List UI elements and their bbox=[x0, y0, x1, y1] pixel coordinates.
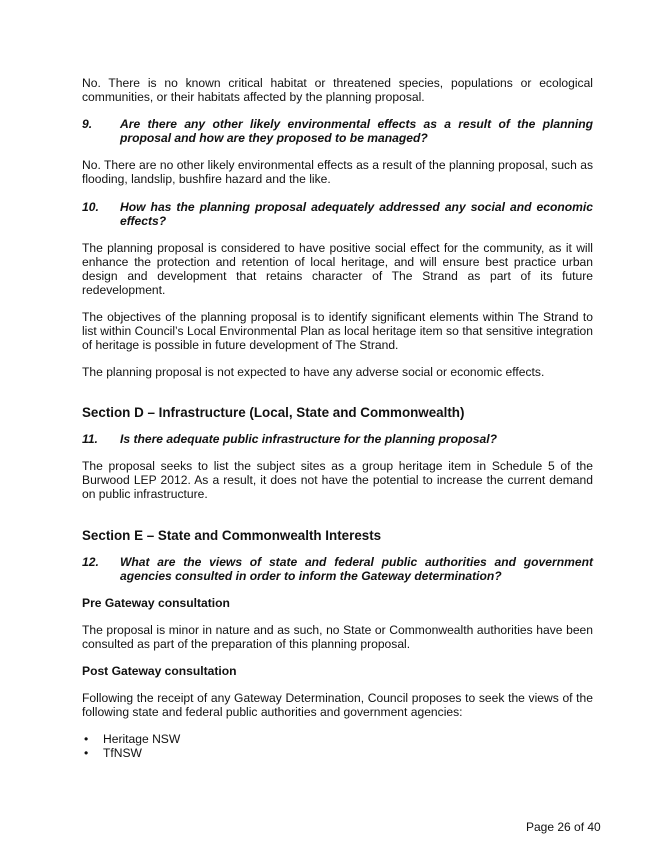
question-number: 12. bbox=[82, 555, 99, 569]
paragraph-post-gateway: Following the receipt of any Gateway Determination, Council proposes to seek the views of the following state and federal public authorities and government agencies: bbox=[82, 691, 593, 719]
question-text: What are the views of state and federal public authorities and government agencies consulted in order to inform the Gateway determination? bbox=[120, 555, 593, 583]
question-text: How has the planning proposal adequately addressed any social and economic effects? bbox=[120, 200, 593, 228]
section-e-heading: Section E – State and Commonwealth Interests bbox=[82, 528, 382, 543]
page-number: Page 26 of 40 bbox=[526, 820, 601, 834]
question-11 bbox=[82, 432, 593, 446]
list-item bbox=[82, 732, 593, 746]
question-number: 9. bbox=[82, 117, 93, 131]
paragraph-infrastructure: The proposal seeks to list the subject sites as a group heritage item in Schedule 5 of the Burwood LEP 2012. As a result, it does not have the potential to increase the current demand on public infrastructure. bbox=[82, 459, 593, 501]
paragraph-habitat: No. There is no known critical habitat or threatened species, populations or ecological communities, or their habitats affected by the planning proposal. bbox=[82, 76, 593, 104]
document-page bbox=[82, 76, 593, 760]
list-item bbox=[82, 746, 593, 760]
question-9 bbox=[82, 117, 593, 145]
bullet-icon: • bbox=[84, 732, 89, 746]
question-10 bbox=[82, 200, 593, 228]
paragraph-social-effect: The planning proposal is considered to have positive social effect for the community, as it will enhance the protection and retention of local heritage, and will ensure best practice urban design and development that retains character of The Strand as part of its future redevelopment. bbox=[82, 241, 593, 297]
paragraph-objectives: The objectives of the planning proposal is to identify significant elements within The Strand to list within Council’s Local Environmental Plan as local heritage item so that sensitive integration of heritage is possible in future development of The Strand. bbox=[82, 310, 593, 352]
question-number: 10. bbox=[82, 200, 99, 214]
question-number: 11. bbox=[82, 432, 98, 446]
bullet-icon: • bbox=[84, 746, 89, 760]
post-gateway-heading: Post Gateway consultation bbox=[82, 664, 237, 678]
question-text: Is there adequate public infrastructure for the planning proposal? bbox=[120, 432, 497, 446]
question-text: Are there any other likely environmental effects as a result of the planning proposal and how are they proposed to be managed? bbox=[120, 117, 593, 145]
paragraph-pre-gateway: The proposal is minor in nature and as such, no State or Commonwealth authorities have been consulted as part of the preparation of this planning proposal. bbox=[82, 623, 593, 651]
paragraph-no-adverse-effects: The planning proposal is not expected to have any adverse social or economic effects. bbox=[82, 365, 545, 379]
agency-name: Heritage NSW bbox=[103, 732, 181, 746]
agency-name: TfNSW bbox=[103, 746, 142, 760]
section-d-heading: Section D – Infrastructure (Local, State and Commonwealth) bbox=[82, 405, 465, 420]
pre-gateway-heading: Pre Gateway consultation bbox=[82, 596, 230, 610]
agency-list bbox=[82, 732, 593, 760]
question-12 bbox=[82, 555, 593, 583]
paragraph-environmental-effects: No. There are no other likely environmental effects as a result of the planning proposal, such as flooding, landslip, bushfire hazard and the like. bbox=[82, 158, 593, 186]
